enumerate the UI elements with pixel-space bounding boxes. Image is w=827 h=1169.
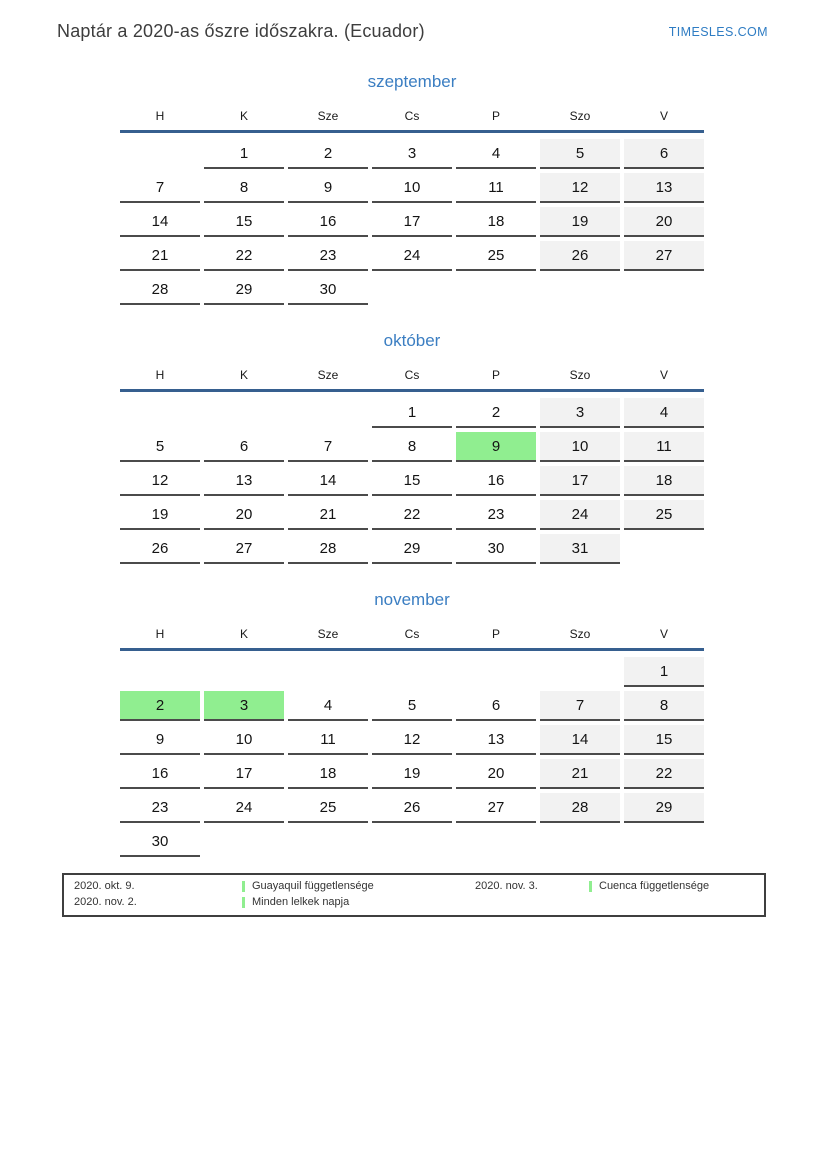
day-cell: 20 [456, 759, 536, 789]
month-title: november [374, 590, 450, 609]
day-cell: 23 [120, 793, 200, 823]
day-cell: 5 [540, 139, 620, 169]
day-cell: 21 [120, 241, 200, 271]
day-cell: 17 [204, 759, 284, 789]
weekday-label: Sze [317, 368, 339, 382]
day-cell: 14 [540, 725, 620, 755]
legend-date: 2020. nov. 3. [475, 880, 538, 892]
day-cell: 28 [288, 534, 368, 564]
day-cell: 22 [204, 241, 284, 271]
month-title: október [383, 331, 441, 350]
weekday-label: P [491, 109, 500, 123]
day-cell: 18 [624, 466, 704, 496]
day-cell: 10 [204, 725, 284, 755]
day-cell: 29 [372, 534, 452, 564]
day-cell: 5 [372, 691, 452, 721]
legend-date: 2020. nov. 2. [74, 896, 137, 908]
day-cell: 28 [540, 793, 620, 823]
day-cell: 31 [540, 534, 620, 564]
day-cell: 6 [204, 432, 284, 462]
weekday-label: K [239, 627, 248, 641]
month-november [120, 590, 704, 857]
day-cell: 25 [456, 241, 536, 271]
day-cell: 24 [372, 241, 452, 271]
month-october [120, 331, 704, 564]
holiday-marker-icon [589, 881, 592, 892]
site-link[interactable]: TIMESLES.COM [668, 25, 768, 39]
month-title: szeptember [367, 72, 457, 91]
day-cell: 26 [120, 534, 200, 564]
day-cell: 8 [624, 691, 704, 721]
day-cell: 1 [204, 139, 284, 169]
day-cell: 18 [456, 207, 536, 237]
day-cell: 22 [372, 500, 452, 530]
day-cell: 25 [624, 500, 704, 530]
weekday-header-row [120, 627, 704, 651]
legend-label: Guayaquil függetlensége [252, 880, 374, 892]
day-cell: 19 [120, 500, 200, 530]
legend-item [589, 879, 764, 893]
day-cell: 16 [288, 207, 368, 237]
weekday-label: Cs [404, 368, 420, 382]
holiday-legend-box [62, 873, 766, 917]
holiday-marker-icon [242, 897, 245, 908]
day-cell: 23 [456, 500, 536, 530]
day-cell: 19 [540, 207, 620, 237]
weekday-label: V [659, 627, 668, 641]
day-cell: 10 [372, 173, 452, 203]
holiday-day-cell: 2 [120, 691, 200, 721]
day-cell: 29 [204, 275, 284, 305]
day-cell: 11 [456, 173, 536, 203]
day-cell: 2 [456, 398, 536, 428]
weekday-label: H [155, 368, 165, 382]
weekday-label: V [659, 368, 668, 382]
legend-label: Cuenca függetlensége [599, 880, 710, 892]
day-cell: 19 [372, 759, 452, 789]
weekday-label: K [239, 368, 248, 382]
day-cell: 4 [624, 398, 704, 428]
weekday-label: H [155, 627, 165, 641]
day-cell: 25 [288, 793, 368, 823]
weekday-header-row [120, 368, 704, 392]
day-cell: 21 [288, 500, 368, 530]
day-cell: 13 [624, 173, 704, 203]
day-cell: 14 [120, 207, 200, 237]
page-header [0, 0, 827, 42]
empty-day-cell [456, 657, 536, 687]
day-cell: 16 [120, 759, 200, 789]
day-cell: 28 [120, 275, 200, 305]
day-cell: 7 [288, 432, 368, 462]
day-cell: 9 [288, 173, 368, 203]
day-cell: 20 [624, 207, 704, 237]
day-cell: 17 [372, 207, 452, 237]
weekday-label: Sze [317, 109, 339, 123]
day-cell: 11 [624, 432, 704, 462]
day-cell: 15 [204, 207, 284, 237]
empty-day-cell [372, 657, 452, 687]
calendar-column [120, 72, 704, 857]
empty-day-cell [288, 657, 368, 687]
day-cell: 15 [372, 466, 452, 496]
day-cell: 22 [624, 759, 704, 789]
day-cell: 14 [288, 466, 368, 496]
weekday-label: Szo [569, 627, 591, 641]
weekday-label: P [491, 627, 500, 641]
legend-label: Minden lelkek napja [252, 896, 350, 908]
day-cell: 3 [372, 139, 452, 169]
legend-item [242, 895, 475, 909]
month-days-grid [120, 139, 704, 305]
day-cell: 4 [456, 139, 536, 169]
day-cell: 8 [372, 432, 452, 462]
day-cell: 24 [204, 793, 284, 823]
weekday-label: Szo [569, 368, 591, 382]
day-cell: 9 [120, 725, 200, 755]
weekday-header-row [120, 109, 704, 133]
day-cell: 17 [540, 466, 620, 496]
empty-day-cell [120, 657, 200, 687]
day-cell: 1 [372, 398, 452, 428]
weekday-label: Sze [317, 627, 339, 641]
day-cell: 12 [540, 173, 620, 203]
day-cell: 16 [456, 466, 536, 496]
day-cell: 5 [120, 432, 200, 462]
legend-item [242, 879, 475, 893]
empty-day-cell [120, 139, 200, 169]
day-cell: 29 [624, 793, 704, 823]
holiday-day-cell: 9 [456, 432, 536, 462]
day-cell: 30 [120, 827, 200, 857]
weekday-label: Szo [569, 109, 591, 123]
day-cell: 26 [372, 793, 452, 823]
day-cell: 13 [204, 466, 284, 496]
empty-day-cell [288, 398, 368, 428]
day-cell: 3 [540, 398, 620, 428]
day-cell: 7 [120, 173, 200, 203]
month-days-grid [120, 398, 704, 564]
day-cell: 7 [540, 691, 620, 721]
day-cell: 13 [456, 725, 536, 755]
day-cell: 20 [204, 500, 284, 530]
day-cell: 2 [288, 139, 368, 169]
day-cell: 4 [288, 691, 368, 721]
holiday-marker-icon [242, 881, 245, 892]
day-cell: 12 [120, 466, 200, 496]
empty-day-cell [540, 657, 620, 687]
weekday-label: Cs [404, 627, 420, 641]
day-cell: 11 [288, 725, 368, 755]
empty-day-cell [204, 398, 284, 428]
day-cell: 21 [540, 759, 620, 789]
weekday-label: V [659, 109, 668, 123]
day-cell: 18 [288, 759, 368, 789]
day-cell: 15 [624, 725, 704, 755]
empty-day-cell [204, 657, 284, 687]
day-cell: 30 [456, 534, 536, 564]
day-cell: 23 [288, 241, 368, 271]
weekday-label: P [491, 368, 500, 382]
weekday-label: K [239, 109, 248, 123]
month-days-grid [120, 657, 704, 857]
day-cell: 27 [456, 793, 536, 823]
day-cell: 6 [456, 691, 536, 721]
page-title: Naptár a 2020-as őszre időszakra. (Ecuador) [57, 21, 425, 41]
day-cell: 27 [624, 241, 704, 271]
day-cell: 24 [540, 500, 620, 530]
day-cell: 12 [372, 725, 452, 755]
day-cell: 27 [204, 534, 284, 564]
day-cell: 26 [540, 241, 620, 271]
legend-date: 2020. okt. 9. [74, 880, 135, 892]
weekday-label: H [155, 109, 165, 123]
month-september [120, 72, 704, 305]
empty-day-cell [120, 398, 200, 428]
holiday-legend-grid [74, 879, 764, 909]
holiday-day-cell: 3 [204, 691, 284, 721]
day-cell: 1 [624, 657, 704, 687]
day-cell: 30 [288, 275, 368, 305]
weekday-label: Cs [404, 109, 420, 123]
day-cell: 10 [540, 432, 620, 462]
day-cell: 8 [204, 173, 284, 203]
day-cell: 6 [624, 139, 704, 169]
